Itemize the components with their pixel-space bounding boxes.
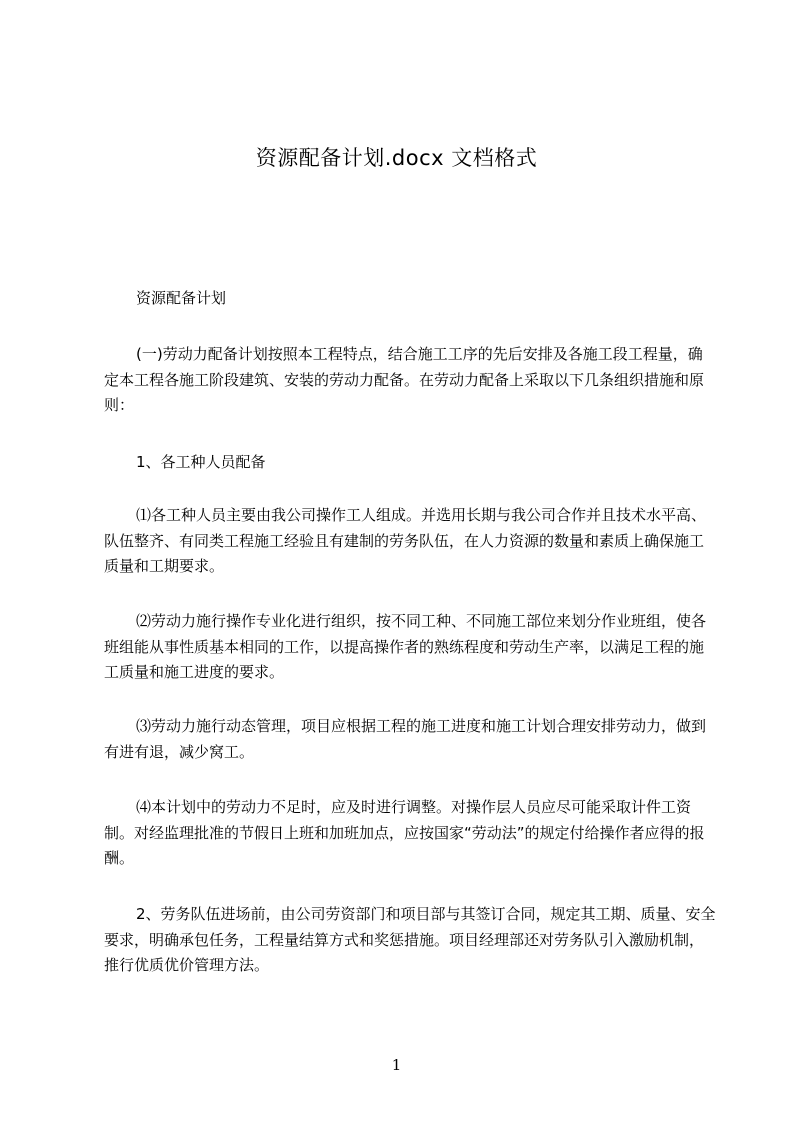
paragraph-item-3: ⑶劳动力施行动态管理，项目应根据工程的施工进度和施工计划合理安排劳动力，做到有进有退，减少窝工。 — [104, 717, 707, 761]
paragraph-item-1: ⑴各工种人员主要由我公司操作工人组成。并选用长期与我公司合作并且技术水平高、队伍整齐、有同类工程施工经验且有建制的劳务队伍，在人力资源的数量和素质上确保施工质量和工期要求。 — [104, 506, 707, 575]
paragraph-item-4: ⑷本计划中的劳动力不足时，应及时进行调整。对操作层人员应尽可能采取计件工资制。对经监理批准的节假日上班和加班加点，应按国家“劳动法”的规定付给操作者应得的报酬。 — [104, 798, 705, 867]
section-heading: 资源配备计划 — [136, 289, 227, 307]
paragraph-labor-plan: (一)劳动力配备计划按照本工程特点，结合施工工序的先后安排及各施工段工程量，确定本工程各施工阶段建筑、安装的劳动力配备。在劳动力配备上采取以下几条组织措施和原则： — [104, 345, 705, 414]
paragraph-contracts: 2、劳务队伍进场前，由公司劳资部门和项目部与其签订合同，规定其工期、质量、安全要求，明确承包任务，工程量结算方式和奖惩措施。项目经理部还对劳务队引入激励机制，推行优质优价管理方法。 — [104, 905, 716, 974]
subheading-staffing: 1、各工种人员配备 — [136, 453, 266, 471]
document-title: 资源配备计划.docx 文档格式 — [255, 146, 538, 170]
paragraph-item-2: ⑵劳动力施行操作专业化进行组织，按不同工种、不同施工部位来划分作业班组，使各班组能从事性质基本相同的工作，以提高操作者的熟练程度和劳动生产率，以满足工程的施工质量和施工进度的要求。 — [104, 612, 707, 681]
page-number: 1 — [391, 1056, 402, 1074]
